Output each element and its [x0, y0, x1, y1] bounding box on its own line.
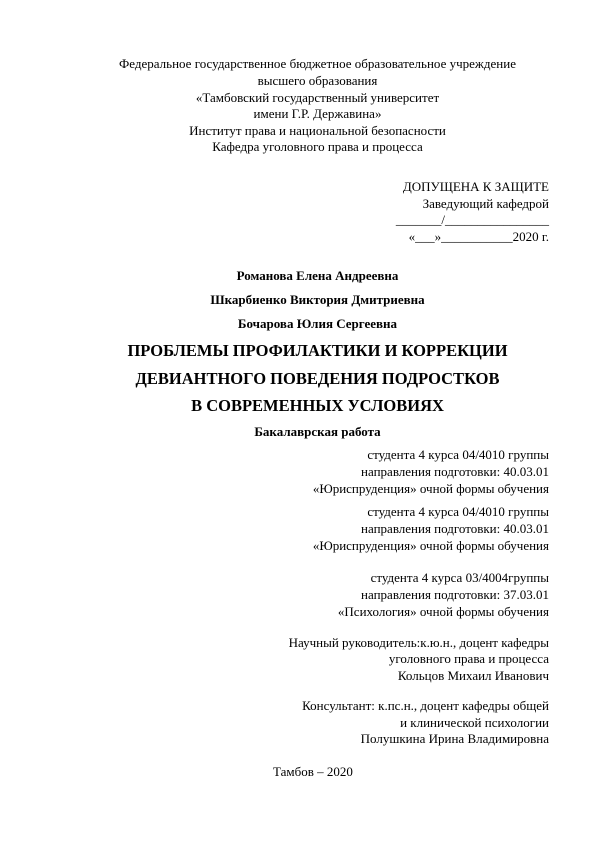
university-name-line-1: «Тамбовский государственный университет [195, 90, 440, 105]
university-name-line-2: имени Г.Р. Державина» [253, 106, 382, 121]
student-2-line-2: направления подготовки: 40.03.01 [361, 521, 549, 536]
work-title-line-2: ДЕВИАНТНОГО ПОВЕДЕНИЯ ПОДРОСТКОВ [135, 369, 500, 388]
city-year: Тамбов – 2020 [273, 764, 353, 779]
author-1: Романова Елена Андреевна [236, 268, 399, 283]
student-3-line-3: «Психология» очной формы обучения [337, 604, 549, 619]
author-2: Шкарбиенко Виктория Дмитриевна [210, 292, 425, 307]
student-1-line-1: студента 4 курса 04/4010 группы [367, 447, 549, 462]
approval-signature-line: _______/________________ [395, 212, 549, 227]
institution-line-1: Федеральное государственное бюджетное образовательное учреждение [119, 56, 516, 71]
work-title-line-1: ПРОБЛЕМЫ ПРОФИЛАКТИКИ И КОРРЕКЦИИ [127, 341, 508, 360]
student-2-line-1: студента 4 курса 04/4010 группы [367, 504, 549, 519]
institute-name: Институт права и национальной безопасности [189, 123, 446, 138]
student-1-line-2: направления подготовки: 40.03.01 [361, 464, 549, 479]
supervisor-line-1: Научный руководитель:к.ю.н., доцент кафедры [288, 635, 549, 650]
consultant-line-1: Консультант: к.пс.н., доцент кафедры общей [302, 698, 549, 713]
student-1-line-3: «Юриспруденция» очной формы обучения [312, 481, 549, 496]
approval-role: Заведующий кафедрой [422, 196, 549, 211]
supervisor-line-2: уголовного права и процесса [388, 651, 549, 666]
institution-line-2: высшего образования [257, 73, 378, 88]
consultant-line-2: и клинической психологии [400, 715, 549, 730]
supervisor-name: Кольцов Михаил Иванович [397, 668, 549, 683]
author-3: Бочарова Юлия Сергеевна [237, 316, 398, 331]
consultant-name: Полушкина Ирина Владимировна [360, 731, 549, 746]
student-3-line-2: направления подготовки: 37.03.01 [361, 587, 549, 602]
work-type: Бакалаврская работа [254, 424, 381, 439]
work-title-line-3: В СОВРЕМЕННЫХ УСЛОВИЯХ [191, 396, 444, 415]
student-2-line-3: «Юриспруденция» очной формы обучения [312, 538, 549, 553]
approval-date-line: «___»___________2020 г. [408, 229, 549, 244]
student-3-line-1: студента 4 курса 03/4004группы [370, 570, 549, 585]
department-name: Кафедра уголовного права и процесса [212, 139, 423, 154]
approval-title: ДОПУЩЕНА К ЗАЩИТЕ [402, 179, 549, 194]
